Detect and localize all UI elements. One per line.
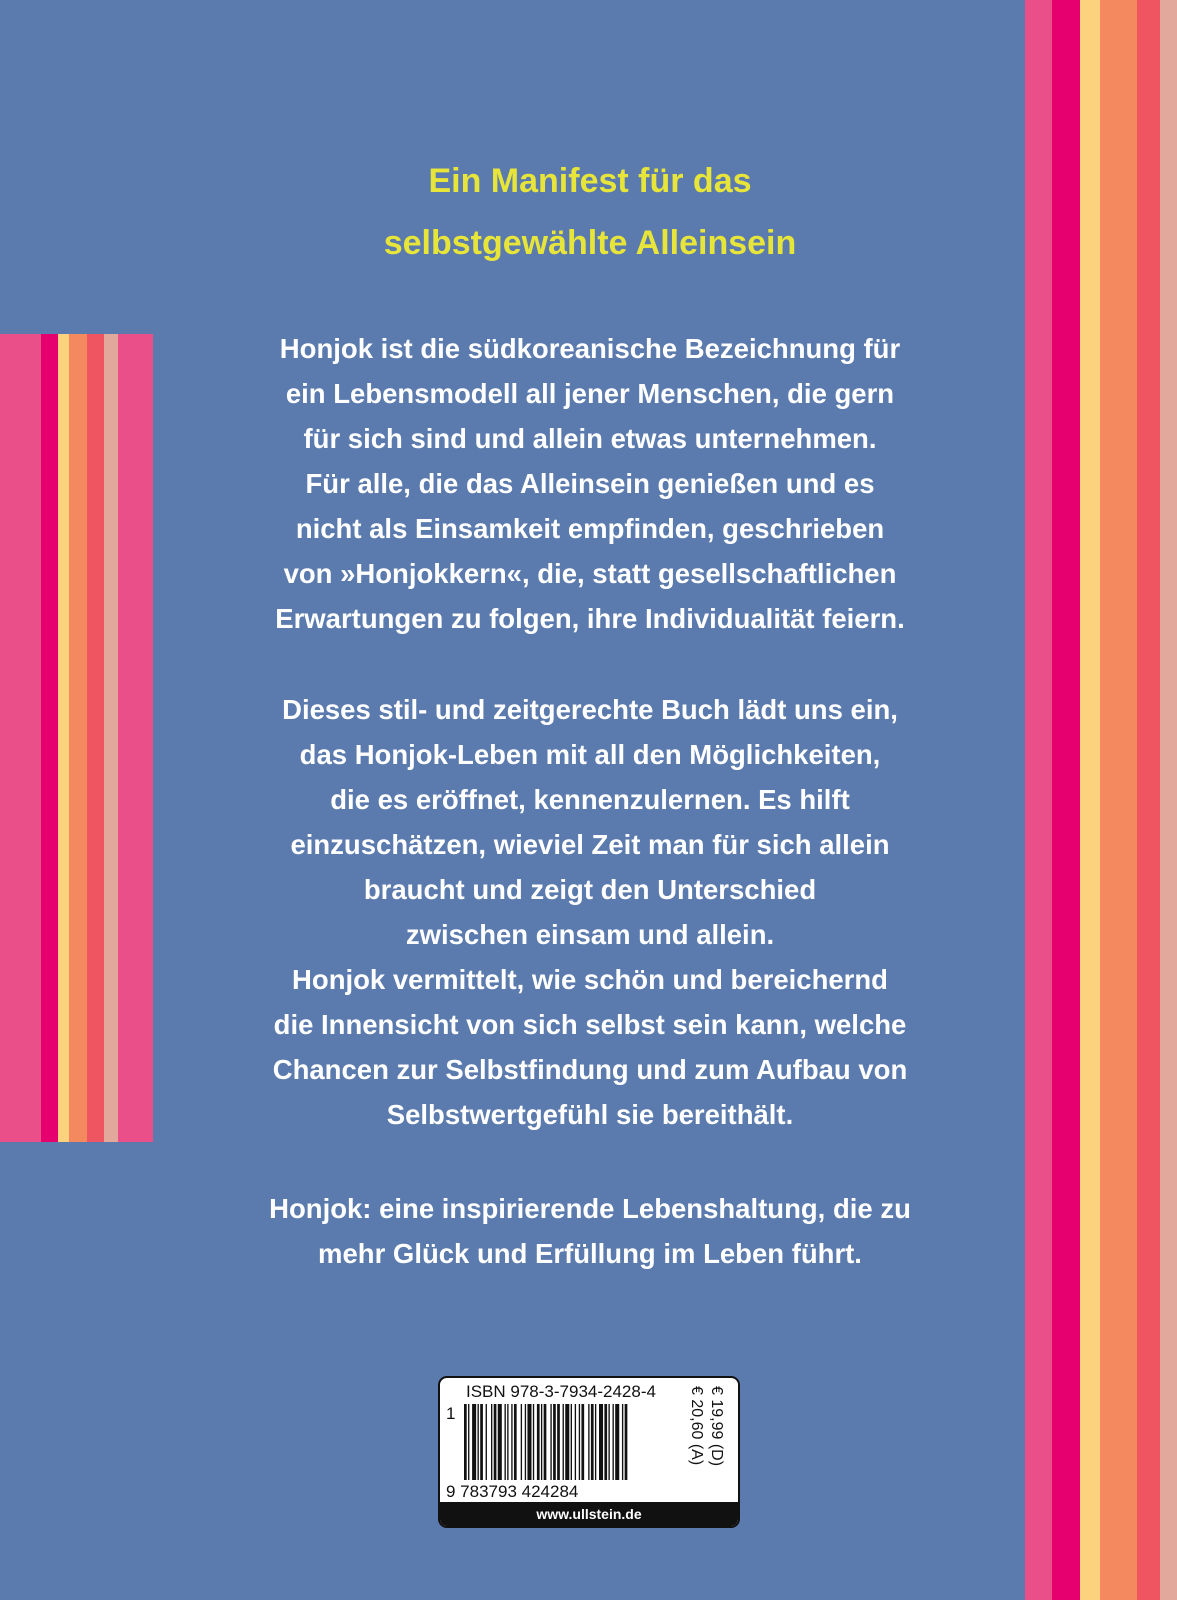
barcode-digits: 9 783793 424284 xyxy=(446,1482,579,1501)
isbn-barcode-sticker xyxy=(438,1376,740,1528)
barcode-bar xyxy=(613,1404,614,1480)
barcode-bar xyxy=(507,1404,508,1480)
text-line: die es eröffnet, kennenzulernen. Es hilft xyxy=(330,784,850,815)
text-line: braucht und zeigt den Unterschied xyxy=(363,874,817,905)
decorative-stripes-left xyxy=(0,334,153,1142)
stripe-salmon xyxy=(104,334,118,1142)
barcode-bar xyxy=(599,1404,603,1480)
barcode-bars xyxy=(462,1404,672,1492)
stripe-pink xyxy=(0,334,41,1142)
barcode-bar xyxy=(604,1404,607,1480)
barcode-bar xyxy=(468,1404,469,1480)
barcode-bar xyxy=(486,1404,487,1480)
price-germany: € 19,99 (D) xyxy=(708,1386,725,1467)
barcode-bar xyxy=(478,1404,479,1480)
headline xyxy=(240,150,940,274)
stripe-pink xyxy=(118,334,153,1142)
text-line: einzuschätzen, wieviel Zeit man für sich allein xyxy=(290,829,890,860)
stripe-salmon xyxy=(1160,0,1177,1600)
stripe-magenta xyxy=(1052,0,1080,1600)
publisher-website[interactable]: www.ullstein.de xyxy=(440,1502,738,1526)
stripe-coral xyxy=(87,334,104,1142)
text-line: nicht als Einsamkeit empfinden, geschrieben xyxy=(295,513,885,544)
text-line: das Honjok-Leben mit all den Möglichkeiten, xyxy=(299,739,881,770)
barcode-bar xyxy=(565,1404,569,1480)
barcode-bar xyxy=(625,1404,628,1480)
stripe-coral xyxy=(1137,0,1160,1600)
text-line: Honjok ist die südkoreanische Bezeichnung für xyxy=(279,333,901,364)
barcode-bar xyxy=(537,1404,540,1480)
barcode-bar xyxy=(579,1404,580,1480)
decorative-stripes-right xyxy=(1025,0,1177,1600)
barcode-bar xyxy=(541,1404,542,1480)
text-line: mehr Glück und Erfüllung im Leben führt. xyxy=(318,1238,862,1269)
text-line: für sich sind und allein etwas unternehmen. xyxy=(303,423,877,454)
barcode-bar xyxy=(511,1404,512,1480)
barcode-bar xyxy=(595,1404,596,1480)
barcode-bar xyxy=(544,1404,547,1480)
paragraph-intro xyxy=(225,326,955,641)
text-line: von »Honjokkern«, die, statt gesellschaftlichen xyxy=(283,558,897,589)
text-line: ein Lebensmodell all jener Menschen, die gern xyxy=(285,378,895,409)
paragraph-description xyxy=(225,687,955,1137)
stripe-orange xyxy=(1100,0,1137,1600)
barcode-bar xyxy=(491,1404,492,1480)
text-line: Erwartungen zu folgen, ihre Individualität feiern. xyxy=(275,603,905,634)
barcode-bar xyxy=(521,1404,522,1480)
barcode-bar xyxy=(622,1404,623,1480)
barcode-bar xyxy=(472,1404,476,1480)
text-line: die Innensicht von sich selbst sein kann, welche xyxy=(273,1009,907,1040)
barcode-bar xyxy=(581,1404,584,1480)
barcode-bar xyxy=(505,1404,506,1480)
barcode-bar xyxy=(608,1404,609,1480)
barcode-lead-digit: 1 xyxy=(446,1404,456,1423)
headline-line: selbstgewählte Alleinsein xyxy=(383,224,797,262)
barcode-bar xyxy=(557,1404,560,1480)
barcode-bar xyxy=(563,1404,564,1480)
barcode-bar xyxy=(550,1404,551,1480)
text-line: Selbstwertgefühl sie bereithält. xyxy=(386,1099,794,1130)
barcode-bar xyxy=(494,1404,497,1480)
price-austria: € 20,60 (A) xyxy=(688,1386,705,1466)
text-line: Dieses stil- und zeitgerechte Buch lädt uns ein, xyxy=(282,694,898,725)
text-line: Chancen zur Selbstfindung und zum Aufbau von xyxy=(272,1054,908,1085)
barcode-bar xyxy=(498,1404,502,1480)
barcode-bar xyxy=(480,1404,483,1480)
barcode-bar xyxy=(525,1404,526,1480)
barcode-bar xyxy=(575,1404,576,1480)
barcode-bar xyxy=(527,1404,531,1480)
stripe-magenta xyxy=(41,334,58,1142)
stripe-orange xyxy=(69,334,87,1142)
barcode-bar xyxy=(553,1404,556,1480)
text-line: Honjok vermittelt, wie schön und bereichernd xyxy=(292,964,888,995)
paragraph-closing xyxy=(225,1186,955,1276)
headline-line: Ein Manifest für das xyxy=(428,162,752,200)
barcode-bar xyxy=(588,1404,589,1480)
barcode-bar xyxy=(591,1404,594,1480)
stripe-pink xyxy=(1025,0,1052,1600)
text-line: zwischen einsam und allein. xyxy=(405,919,775,950)
text-line: Honjok: eine inspirierende Lebenshaltung, die zu xyxy=(269,1193,911,1224)
barcode-bar xyxy=(464,1404,467,1480)
stripe-yellow xyxy=(1080,0,1100,1600)
barcode-bar xyxy=(571,1404,572,1480)
barcode-bar xyxy=(514,1404,517,1480)
barcode-bar xyxy=(615,1404,619,1480)
isbn-label: ISBN 978-3-7934-2428-4 xyxy=(466,1382,656,1401)
stripe-yellow xyxy=(58,334,69,1142)
text-line: Für alle, die das Alleinsein genießen und es xyxy=(305,468,875,499)
barcode-bar xyxy=(533,1404,534,1480)
